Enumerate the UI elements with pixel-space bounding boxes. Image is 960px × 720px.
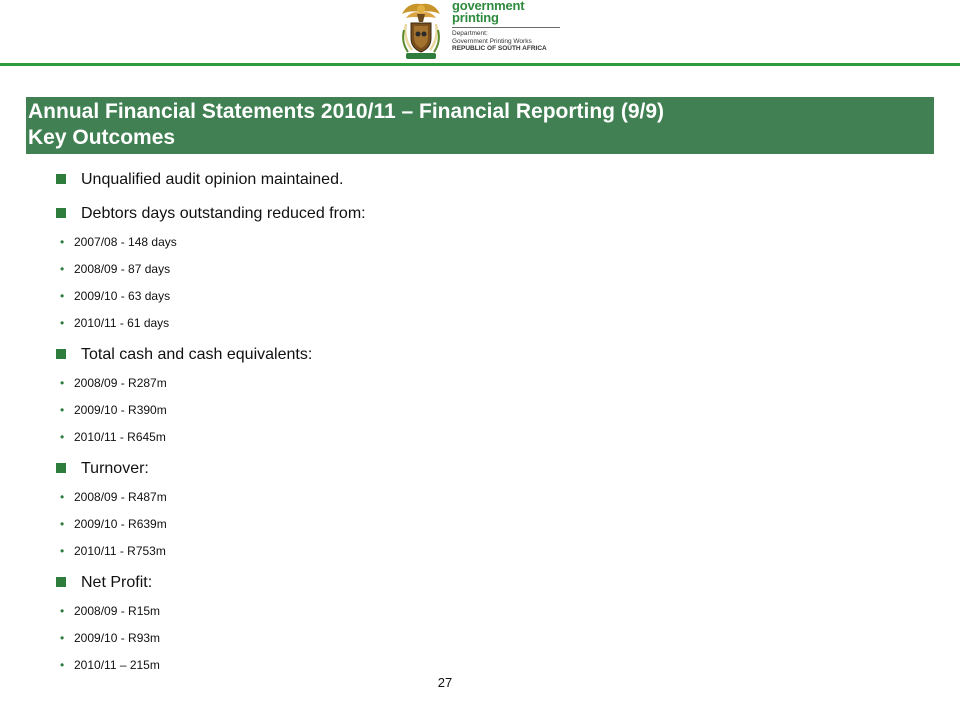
bullet-text: Unqualified audit opinion maintained.: [81, 171, 344, 188]
logo-organisation: Government Printing Works: [452, 37, 532, 45]
sub-bullet-text: 2007/08 - 148 days: [74, 235, 177, 249]
logo-word-government: government: [452, 0, 525, 13]
square-bullet-icon: [56, 463, 66, 473]
bullet-text: Debtors days outstanding reduced from:: [81, 205, 366, 222]
sub-bullet-text: 2010/11 - R645m: [74, 430, 166, 444]
dot-bullet-icon: •: [60, 544, 65, 558]
logo-department: Department:: [452, 30, 488, 37]
sub-bullet-text: 2009/10 - R390m: [74, 403, 167, 417]
dot-bullet-icon: •: [60, 604, 65, 618]
dot-bullet-icon: •: [60, 658, 65, 672]
slide-subtitle: Key Outcomes: [28, 126, 176, 149]
sub-bullet-text: 2009/10 - R93m: [74, 631, 161, 645]
dot-bullet-icon: •: [60, 403, 65, 417]
sub-bullet-text: 2008/09 - 87 days: [74, 262, 171, 276]
dot-bullet-icon: •: [60, 289, 65, 303]
dot-bullet-icon: •: [60, 262, 65, 276]
dot-bullet-icon: •: [60, 235, 65, 249]
bullet-text: Turnover:: [81, 460, 149, 477]
bullet-text: Total cash and cash equivalents:: [81, 346, 313, 363]
logo-word-printing: printing: [452, 10, 499, 25]
square-bullet-icon: [56, 577, 66, 587]
dot-bullet-icon: •: [60, 631, 65, 645]
page-number: 27: [437, 675, 453, 690]
sub-bullet-text: 2008/09 - R487m: [74, 490, 167, 504]
sub-bullet-text: 2008/09 - R287m: [74, 376, 167, 390]
dot-bullet-icon: •: [60, 490, 65, 504]
sub-bullet-text: 2009/10 - 63 days: [74, 289, 171, 303]
sub-bullet-text: 2009/10 - R639m: [74, 517, 167, 531]
sub-bullet-text: 2008/09 - R15m: [74, 604, 161, 618]
slide-title: Annual Financial Statements 2010/11 – Financial Reporting (9/9): [28, 100, 665, 123]
dot-bullet-icon: •: [60, 376, 65, 390]
dot-bullet-icon: •: [60, 316, 65, 330]
sub-bullet-text: 2010/11 - 61 days: [74, 316, 170, 330]
dot-bullet-icon: •: [60, 430, 65, 444]
sub-bullet-text: 2010/11 – 215m: [74, 658, 160, 672]
square-bullet-icon: [56, 174, 66, 184]
bullet-text: Net Profit:: [81, 574, 153, 591]
square-bullet-icon: [56, 208, 66, 218]
square-bullet-icon: [56, 349, 66, 359]
sub-bullet-text: 2010/11 - R753m: [74, 544, 166, 558]
logo-country: REPUBLIC OF SOUTH AFRICA: [452, 45, 547, 52]
dot-bullet-icon: •: [60, 517, 65, 531]
